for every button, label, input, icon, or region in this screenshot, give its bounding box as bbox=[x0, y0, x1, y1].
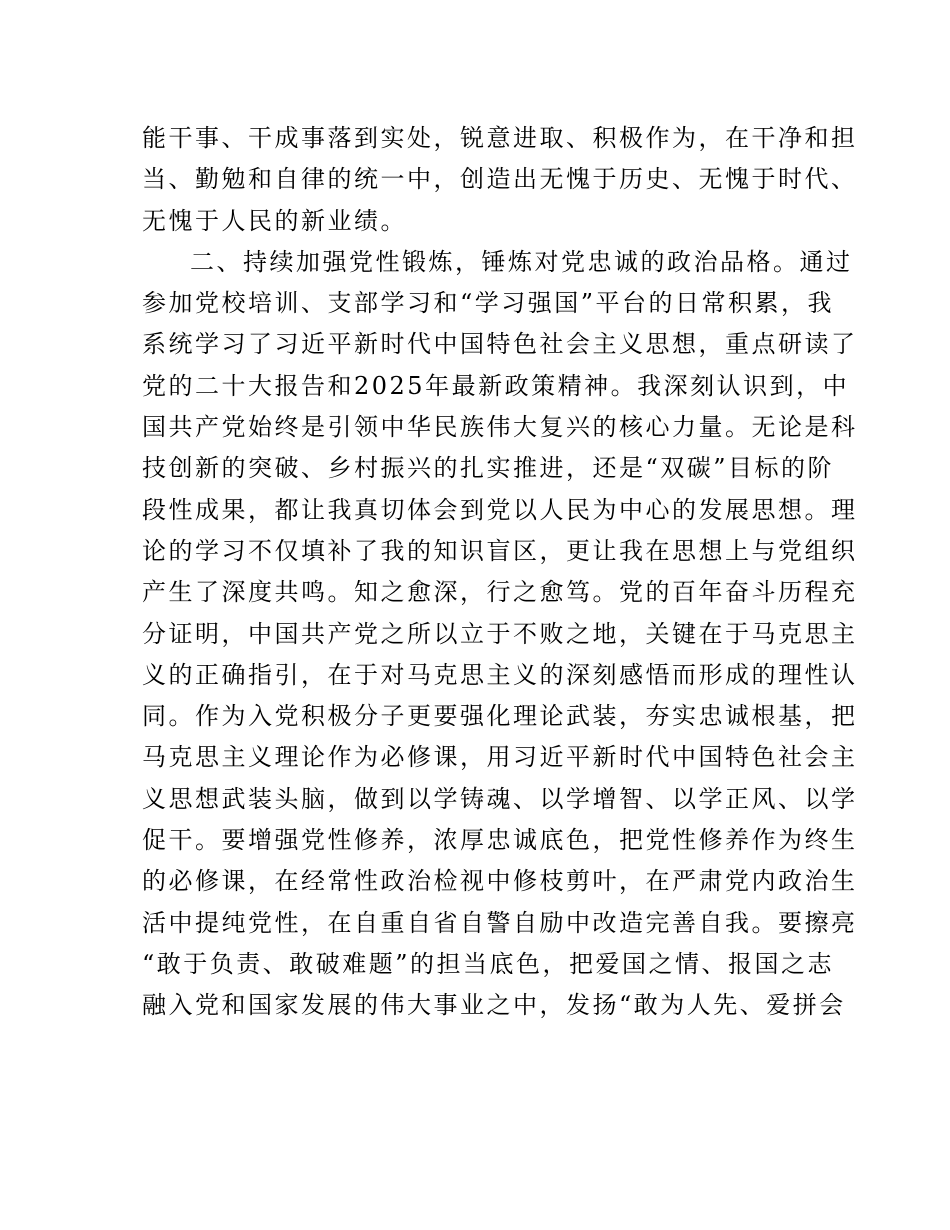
text-line: 的必修课，在经常性政治检视中修枝剪叶，在严肃党内政治生 bbox=[142, 867, 858, 896]
text-line: 参加党校培训、支部学习和“学习强国”平台的日常积累，我 bbox=[142, 289, 835, 318]
section-heading-line: 二、持续加强党性锻炼，锤炼对党忠诚的政治品格。通过 bbox=[190, 247, 853, 276]
text-line: 促干。要增强党性修养，浓厚忠诚底色，把党性修养作为终生 bbox=[142, 826, 858, 855]
text-line: 分证明，中国共产党之所以立于不败之地，关键在于马克思主 bbox=[142, 619, 858, 648]
text-line: 当、勤勉和自律的统一中，创造出无愧于历史、无愧于时代、 bbox=[142, 165, 858, 194]
text-line: 党的二十大报告和2025年最新政策精神。我深刻认识到，中 bbox=[142, 371, 850, 400]
text-line: “敢于负责、敢破难题”的担当底色，把爱国之情、报国之志 bbox=[142, 949, 835, 978]
text-line: 义的正确指引，在于对马克思主义的深刻感悟而形成的理性认 bbox=[142, 660, 858, 689]
text-line: 无愧于人民的新业绩。 bbox=[142, 206, 407, 235]
text-line: 义思想武装头脑，做到以学铸魂、以学增智、以学正风、以学 bbox=[142, 784, 858, 813]
text-line: 段性成果，都让我真切体会到党以人民为中心的发展思想。理 bbox=[142, 495, 858, 524]
text-line: 论的学习不仅填补了我的知识盲区，更让我在思想上与党组织 bbox=[142, 536, 858, 565]
text-line: 产生了深度共鸣。知之愈深，行之愈笃。党的百年奋斗历程充 bbox=[142, 578, 858, 607]
text-line: 同。作为入党积极分子更要强化理论武装，夯实忠诚根基，把 bbox=[142, 702, 858, 731]
text-line: 能干事、干成事落到实处，锐意进取、积极作为，在干净和担 bbox=[142, 124, 858, 152]
text-line: 系统学习了习近平新时代中国特色社会主义思想，重点研读了 bbox=[142, 330, 858, 359]
text-line: 技创新的突破、乡村振兴的扎实推进，还是“双碳”目标的阶 bbox=[142, 454, 835, 483]
text-line: 国共产党始终是引领中华民族伟大复兴的核心力量。无论是科 bbox=[142, 413, 858, 442]
text-line: 活中提纯党性，在自重自省自警自励中改造完善自我。要擦亮 bbox=[142, 908, 858, 937]
document-body bbox=[142, 118, 858, 1027]
text-line: 融入党和国家发展的伟大事业之中，发扬“敢为人先、爱拼会 bbox=[142, 991, 846, 1020]
text-line: 马克思主义理论作为必修课，用习近平新时代中国特色社会主 bbox=[142, 743, 858, 772]
